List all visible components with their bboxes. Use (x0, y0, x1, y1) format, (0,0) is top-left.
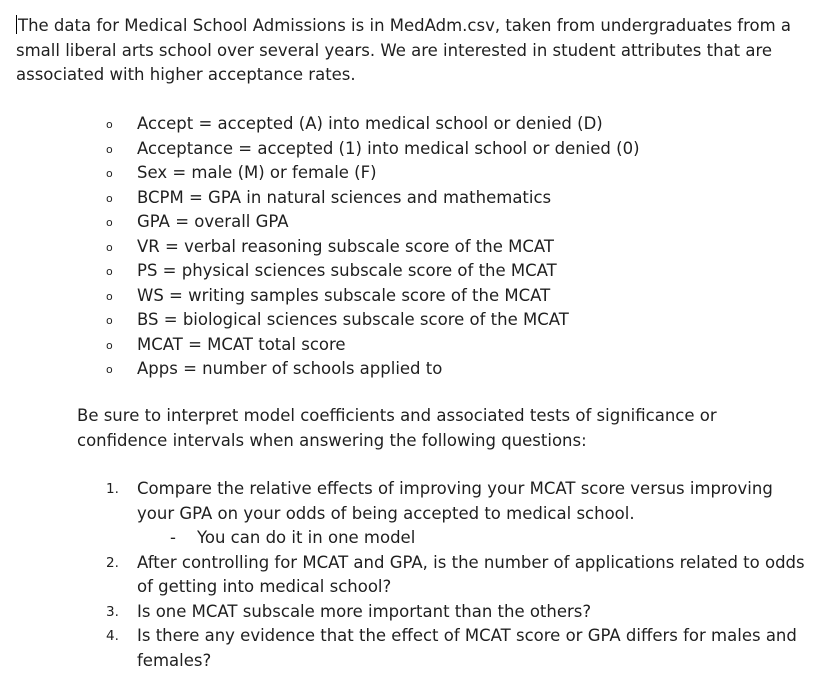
variable-text: Sex = male (M) or female (F) (137, 163, 377, 182)
subnote-text: You can do it in one model (197, 528, 416, 547)
variable-item (106, 357, 640, 382)
question-number: 2. (106, 554, 119, 571)
variable-item (106, 161, 640, 186)
question-text: After controlling for MCAT and GPA, is the number of applications related to odds of getting into medical school? (137, 552, 805, 596)
bullet-icon: o (106, 191, 113, 205)
variable-text: PS = physical sciences subscale score of the MCAT (137, 261, 557, 280)
bullet-icon: o (106, 363, 113, 376)
question-list (106, 477, 806, 673)
variable-text: GPA = overall GPA (137, 212, 289, 231)
question-item (106, 600, 806, 625)
bullet-icon: o (106, 265, 113, 278)
question-item (106, 551, 806, 600)
question-number: 4. (106, 628, 119, 644)
variable-text: Acceptance = accepted (1) into medical school or denied (0) (137, 138, 640, 158)
bullet-icon: o (106, 142, 113, 156)
variable-item (106, 137, 640, 162)
bullet-icon: o (106, 314, 113, 327)
question-text: Compare the relative effects of improving your MCAT score versus improving your GPA on your odds of being accepted to medical school. (137, 479, 773, 523)
question-subnote (106, 526, 806, 551)
variable-text: VR = verbal reasoning subscale score of the MCAT (137, 236, 554, 256)
question-number: 1. (106, 481, 119, 497)
question-item (106, 624, 806, 673)
intro-text: The data for Medical School Admissions is in MedAdm.csv, taken from undergraduates from a small liberal arts school over several years. We are interested in student attributes that are associated with higher acceptance rates. (16, 16, 792, 84)
variable-item (106, 259, 640, 284)
bullet-icon: o (106, 338, 113, 352)
variable-item (106, 308, 640, 333)
variable-text: Accept = accepted (A) into medical school or denied (D) (137, 114, 603, 133)
variable-item (106, 112, 640, 137)
variable-text: Apps = number of schools applied to (137, 359, 443, 378)
variable-item (106, 284, 640, 309)
bullet-icon: o (106, 118, 113, 131)
question-text: Is there any evidence that the effect of MCAT score or GPA differs for males and females? (137, 626, 797, 670)
variable-item (106, 186, 640, 211)
bullet-icon: o (106, 240, 113, 254)
question-text: Is one MCAT subscale more important than the others? (137, 601, 592, 621)
interpretation-note: Be sure to interpret model coefficients and associated tests of significance or confidence intervals when answering the following questions: (77, 406, 717, 450)
question-item (106, 477, 806, 526)
bullet-icon: o (106, 167, 113, 180)
variable-text: BCPM = GPA in natural sciences and mathematics (137, 187, 552, 207)
question-number: 3. (106, 603, 119, 620)
variable-text: WS = writing samples subscale score of the MCAT (137, 285, 551, 305)
text-cursor (16, 15, 17, 34)
variable-text: BS = biological sciences subscale score of the MCAT (137, 310, 569, 329)
bullet-icon: o (106, 289, 113, 303)
variable-item (106, 235, 640, 260)
variable-item (106, 210, 640, 235)
bullet-icon: o (106, 216, 113, 229)
intro-paragraph (16, 14, 811, 88)
variable-text: MCAT = MCAT total score (137, 334, 346, 354)
dash-icon: - (170, 528, 176, 547)
variable-item (106, 333, 640, 358)
variable-list (106, 112, 640, 382)
